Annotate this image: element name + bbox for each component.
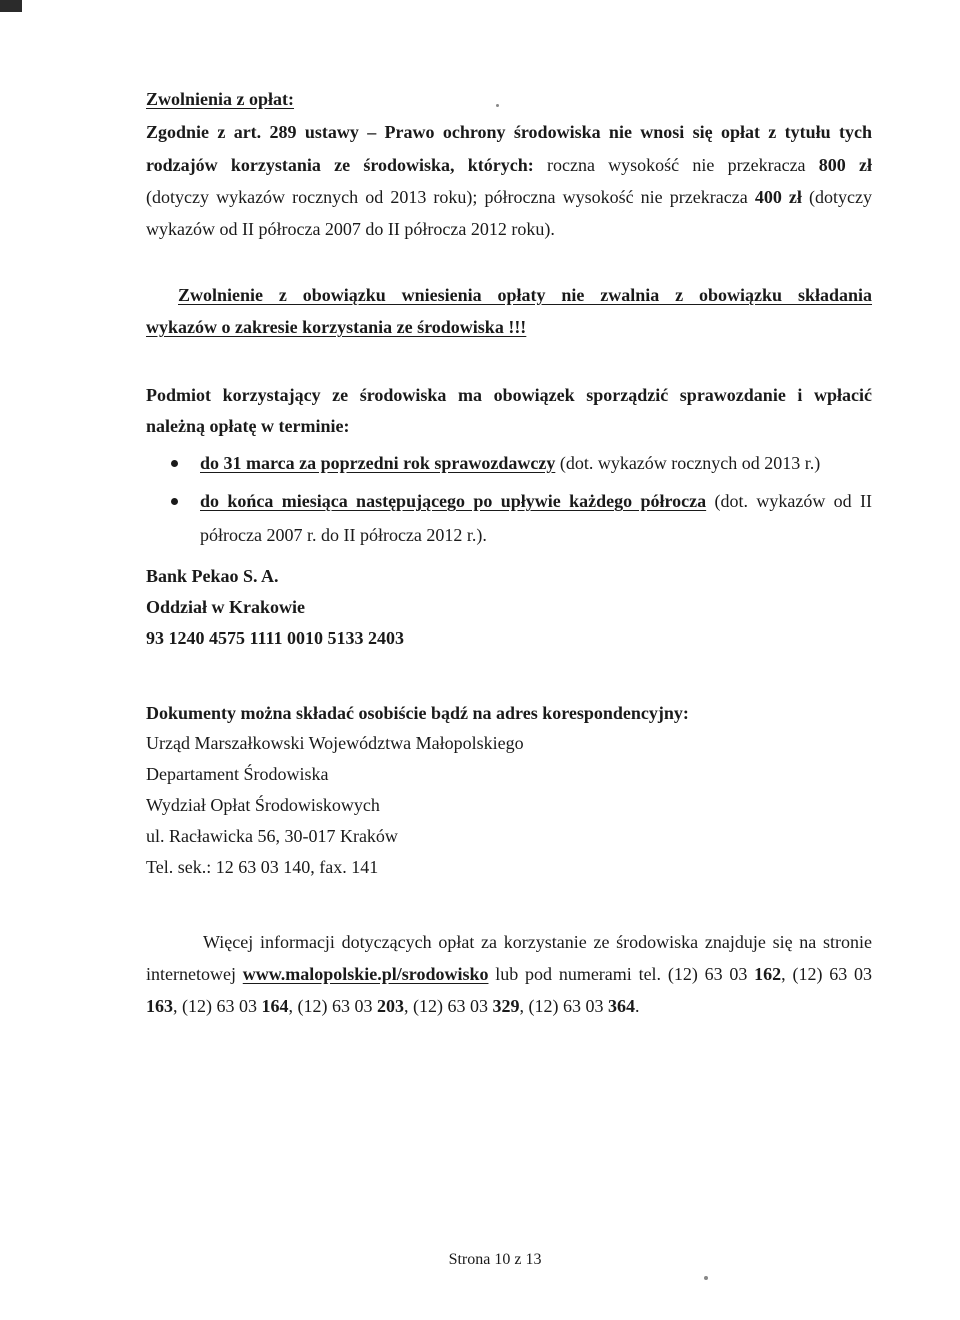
info-line2 (146, 963, 872, 985)
para2-line1: Podmiot korzystający ze środowiska ma obowiązek sporządzić sprawozdanie i wpłacić (146, 385, 872, 405)
page-number: Strona 10 z 13 (448, 1251, 542, 1268)
website-link[interactable]: www.malopolskie.pl/srodowisko (242, 964, 489, 984)
phone-ext: 164 (261, 996, 289, 1016)
info-text: . (635, 996, 640, 1016)
info-line3 (146, 995, 872, 1017)
deadline-annual: do 31 marca za poprzedni rok sprawozdawczy (200, 453, 556, 473)
bullet-item-1 (200, 452, 872, 474)
para1-text: (dotyczy (801, 187, 872, 207)
para1-text: (dotyczy wykazów rocznych od 2013 roku); półroczna wysokość nie przekracza (146, 187, 755, 207)
scan-speck (496, 104, 499, 107)
phone-ext: 329 (492, 996, 520, 1016)
notice-line1: Zwolnienie z obowiązku wniesienia opłaty nie zwalnia z obowiązku składania (178, 285, 872, 305)
bullet-dot (171, 460, 178, 467)
para1-line4: wykazów od II półrocza 2007 do II półrocza 2012 roku). (146, 219, 555, 239)
address-line: ul. Racławicka 56, 30-017 Kraków (146, 826, 398, 846)
para1-line3 (146, 186, 872, 208)
info-text: internetowej (146, 964, 243, 984)
address-line: Wydział Opłat Środowiskowych (146, 795, 380, 815)
info-text: , (12) 63 03 (781, 964, 872, 984)
scan-speck (704, 1276, 708, 1280)
bank-branch: Oddział w Krakowie (146, 597, 306, 617)
para1-text: roczna wysokość nie przekracza (533, 155, 819, 175)
info-line1: Więcej informacji dotyczących opłat za korzystanie ze środowiska znajduje się na stronie (203, 932, 872, 952)
bullet-item-2-cont: półrocza 2007 r. do II półrocza 2012 r.). (200, 525, 487, 545)
para1-line2 (146, 154, 872, 176)
section-heading: Zwolnienia z opłat: (146, 89, 295, 109)
address-line: Urząd Marszałkowski Województwa Małopolskiego (146, 733, 524, 753)
para1-bold-phrase: rodzajów korzystania ze środowiska, których: (146, 155, 534, 175)
para1-line1: Zgodnie z art. 289 ustawy – Prawo ochrony środowiska nie wnosi się opłat z tytułu tych (146, 122, 872, 142)
info-text: , (12) 63 03 (288, 996, 377, 1016)
bullet-item-2 (200, 490, 872, 512)
address-heading: Dokumenty można składać osobiście bądź na adres korespondencyjny: (146, 703, 689, 723)
info-text: , (12) 63 03 (404, 996, 493, 1016)
notice-line2: wykazów o zakresie korzystania ze środowiska !!! (146, 317, 527, 337)
phone-ext: 163 (146, 996, 173, 1016)
phone-ext: 364 (608, 996, 635, 1016)
para1-amount-800: 800 zł (818, 155, 873, 175)
address-phone: Tel. sek.: 12 63 03 140, fax. 141 (146, 857, 379, 877)
phone-ext: 162 (754, 964, 782, 984)
address-line: Departament Środowiska (146, 764, 329, 784)
para2-line2: należną opłatę w terminie: (146, 416, 350, 436)
bullet-text: (dot. wykazów rocznych od 2013 r.) (555, 453, 821, 473)
deadline-semiannual: do końca miesiąca następującego po upływie każdego półrocza (200, 491, 707, 511)
bank-account-number: 93 1240 4575 1111 0010 5133 2403 (146, 628, 405, 648)
info-text: , (12) 63 03 (519, 996, 608, 1016)
bank-name: Bank Pekao S. A. (146, 566, 279, 586)
phone-ext: 203 (377, 996, 404, 1016)
scan-corner-mark (0, 0, 22, 12)
para1-amount-400: 400 zł (754, 187, 802, 207)
info-text: , (12) 63 03 (173, 996, 262, 1016)
info-text: lub pod numerami tel. (12) 63 03 (488, 964, 755, 984)
bullet-text: (dot. wykazów od II (706, 491, 873, 511)
bullet-dot (171, 498, 178, 505)
